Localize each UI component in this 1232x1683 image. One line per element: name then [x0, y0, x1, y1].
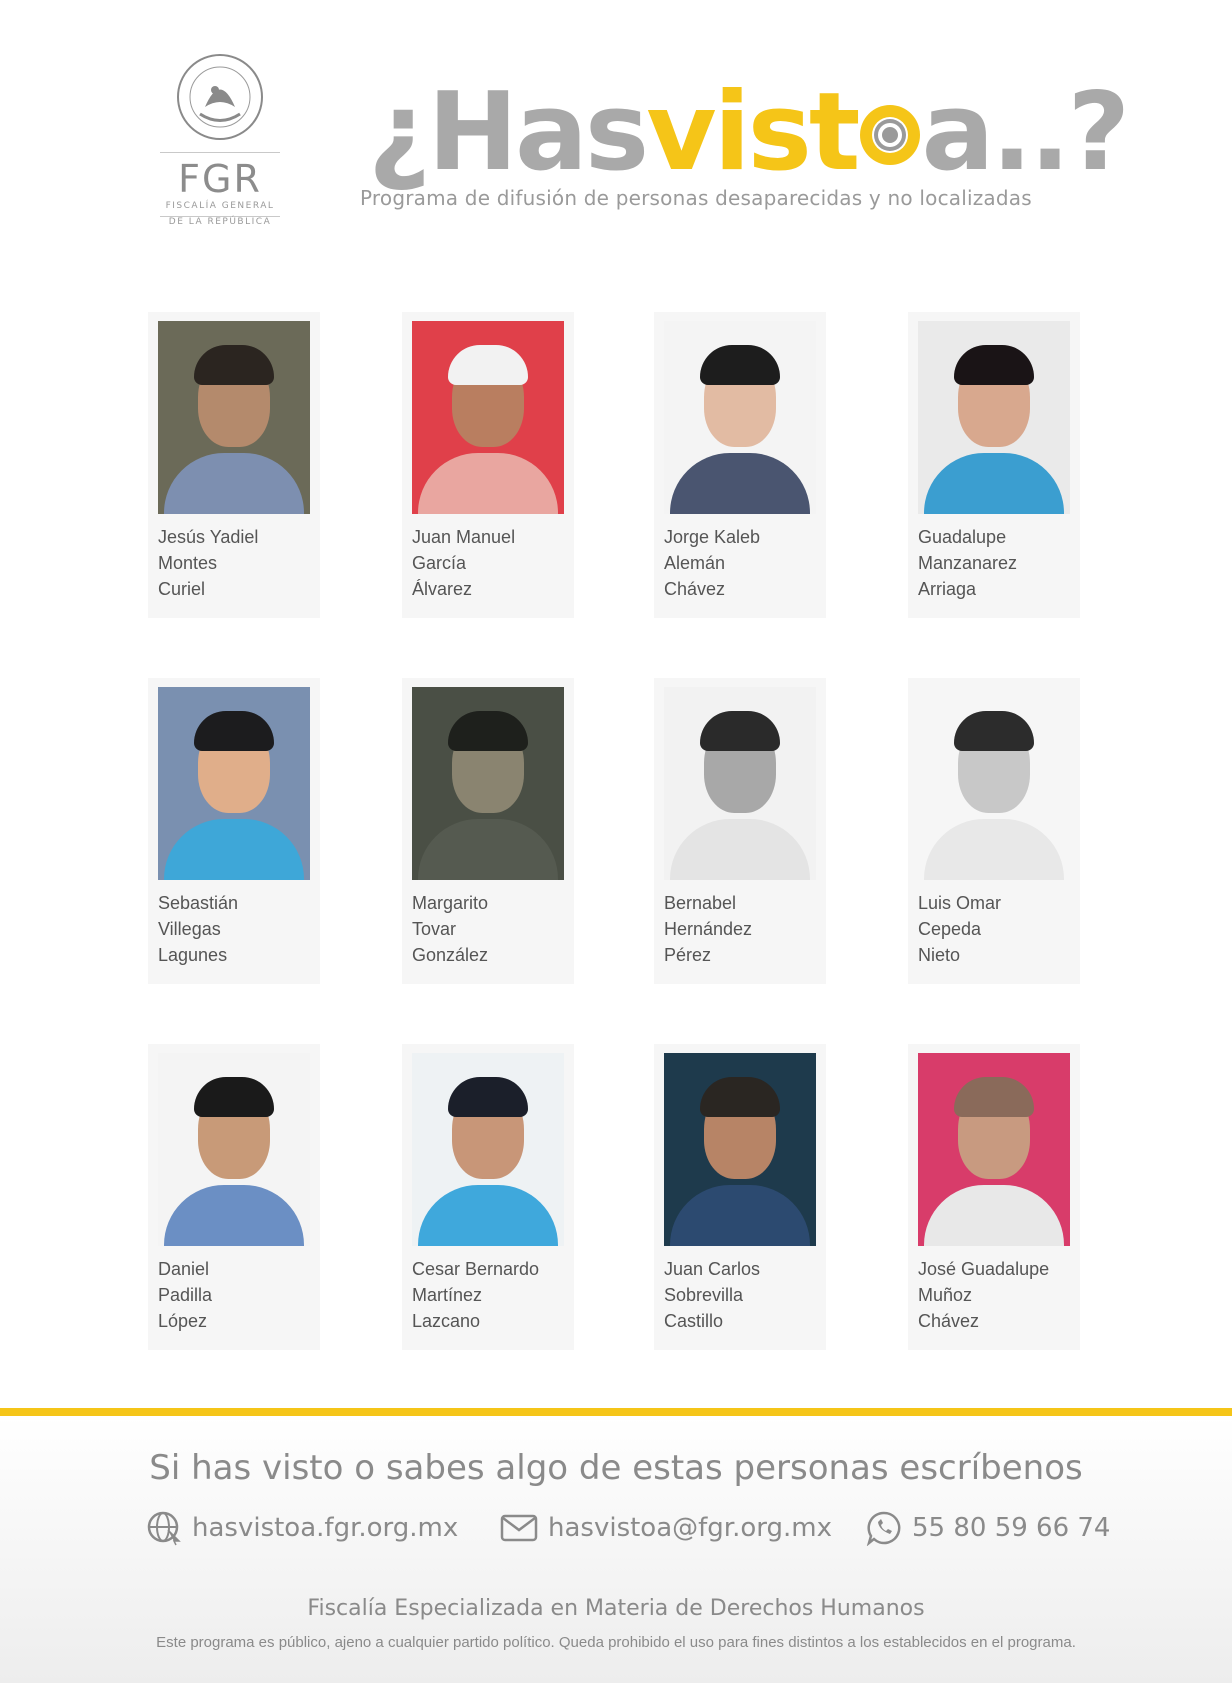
person-name-line: Juan Carlos — [664, 1259, 761, 1279]
phone-contact[interactable] — [866, 1508, 1110, 1548]
brand-wordmark — [368, 70, 1128, 195]
envelope-icon — [500, 1514, 538, 1542]
call-to-action: Si has visto o sabes algo de estas personas escríbenos — [149, 1448, 1083, 1488]
agency-line-2: DE LA REPÚBLICA — [168, 217, 272, 227]
person-name-line: Margarito — [412, 893, 489, 913]
person-name-line: Martínez — [412, 1285, 483, 1305]
person-name — [664, 524, 760, 602]
brand-part-3: a..? — [921, 70, 1128, 195]
brand-logo — [368, 70, 1128, 195]
person-name-line: López — [158, 1311, 208, 1331]
person-name — [664, 1256, 760, 1334]
person-name — [918, 1256, 1049, 1334]
person-photo — [918, 687, 1070, 880]
person-name-line: Juan Manuel — [412, 527, 516, 547]
person-card — [402, 1044, 574, 1350]
person-card — [402, 678, 574, 984]
mexican-seal-icon — [175, 52, 265, 142]
phone-number[interactable]: 55 80 59 66 74 — [912, 1513, 1111, 1543]
website-contact[interactable] — [146, 1508, 458, 1548]
whatsapp-icon — [866, 1510, 902, 1546]
person-name — [412, 1256, 539, 1334]
person-name — [918, 890, 1001, 968]
contact-row — [0, 1508, 1232, 1548]
agency-acronym: FGR — [160, 152, 280, 201]
person-name — [412, 890, 488, 968]
person-name-line: Cepeda — [918, 919, 982, 939]
person-photo — [412, 321, 564, 514]
email-contact[interactable] — [500, 1508, 832, 1548]
person-name-line: Lagunes — [158, 945, 228, 965]
person-name-line: Guadalupe — [918, 527, 1007, 547]
person-name-line: Jorge Kaleb — [664, 527, 761, 547]
person-name-line: Villegas — [158, 919, 221, 939]
person-name-line: Luis Omar — [918, 893, 1002, 913]
person-photo — [412, 687, 564, 880]
person-card — [908, 1044, 1080, 1350]
person-name-line: Curiel — [158, 579, 206, 599]
person-name-line: Pérez — [664, 945, 712, 965]
person-name-line: Jesús Yadiel — [158, 527, 259, 547]
person-name — [412, 524, 515, 602]
person-name-line: Cesar Bernardo — [412, 1259, 540, 1279]
person-name-line: González — [412, 945, 489, 965]
person-name — [664, 890, 752, 968]
person-name-line: Tovar — [412, 919, 457, 939]
person-name-line: Lazcano — [412, 1311, 481, 1331]
email-link[interactable]: hasvistoa@fgr.org.mx — [548, 1513, 832, 1543]
person-name-line: José Guadalupe — [918, 1259, 1050, 1279]
person-name-line: Manzanarez — [918, 553, 1018, 573]
person-photo — [664, 687, 816, 880]
website-link[interactable]: hasvistoa.fgr.org.mx — [192, 1513, 459, 1543]
eye-icon — [860, 105, 920, 165]
person-name — [158, 890, 238, 968]
person-name — [158, 1256, 212, 1334]
person-card — [654, 678, 826, 984]
person-card — [654, 1044, 826, 1350]
person-name-line: Chávez — [664, 579, 726, 599]
person-name-line: Sebastián — [158, 893, 239, 913]
person-name-line: Chávez — [918, 1311, 980, 1331]
person-photo — [158, 687, 310, 880]
brand-part-1: ¿Has — [368, 70, 647, 195]
person-name — [158, 524, 258, 602]
footer — [0, 1408, 1232, 1683]
brand-part-2: vist — [646, 70, 858, 195]
person-name-line: Muñoz — [918, 1285, 973, 1305]
person-name-line: Sobrevilla — [664, 1285, 744, 1305]
person-name-line: Daniel — [158, 1259, 210, 1279]
person-photo — [918, 321, 1070, 514]
person-photo — [664, 1053, 816, 1246]
person-name-line: Alemán — [664, 553, 726, 573]
person-name-line: Nieto — [918, 945, 961, 965]
person-name-line: Montes — [158, 553, 218, 573]
person-card — [654, 312, 826, 618]
tagline: Programa de difusión de personas desaparecidas y no localizadas — [360, 186, 1032, 210]
agency-line-1: FISCALÍA GENERAL — [160, 201, 280, 217]
person-name-line: Álvarez — [412, 579, 473, 599]
person-photo — [918, 1053, 1070, 1246]
fgr-logo — [160, 52, 280, 232]
person-photo — [158, 321, 310, 514]
person-card — [908, 678, 1080, 984]
office-name: Fiscalía Especializada en Materia de Derechos Humanos — [307, 1596, 925, 1621]
person-name-line: Hernández — [664, 919, 753, 939]
person-name-line: Padilla — [158, 1285, 213, 1305]
person-name-line: Castillo — [664, 1311, 724, 1331]
person-card — [148, 1044, 320, 1350]
person-card — [148, 312, 320, 618]
person-name-line: García — [412, 553, 467, 573]
person-card — [148, 678, 320, 984]
person-card — [908, 312, 1080, 618]
disclaimer: Este programa es público, ajeno a cualquier partido político. Queda prohibido el uso para fines distintos a los establecidos en el programa. — [156, 1634, 1076, 1651]
person-photo — [412, 1053, 564, 1246]
globe-icon — [146, 1510, 182, 1546]
person-name — [918, 524, 1017, 602]
person-photo — [664, 321, 816, 514]
person-card — [402, 312, 574, 618]
person-name-line: Arriaga — [918, 579, 977, 599]
person-name-line: Bernabel — [664, 893, 737, 913]
person-photo — [158, 1053, 310, 1246]
